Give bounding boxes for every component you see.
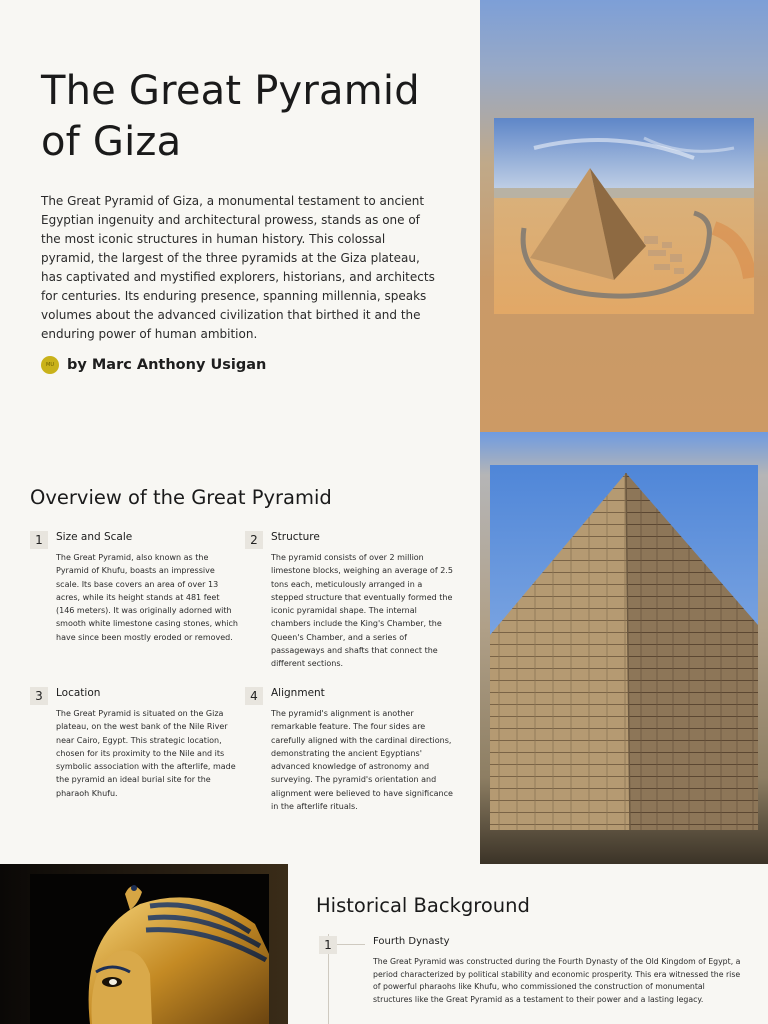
author-byline (41, 356, 441, 374)
history-image-panel (0, 864, 288, 1024)
hero-text-block (41, 66, 441, 374)
card-number: 2 (245, 531, 263, 549)
card-number: 3 (30, 687, 48, 705)
hero-section (0, 0, 768, 432)
card-text: The Great Pyramid is situated on the Giza plateau, on the west bank of the Nile River near Cairo, Egypt. This strategic location, chosen for its proximity to the Nile and its symbolic association with the afterlife, made the pyramid an ideal burial site for the pharaoh Khufu. (56, 709, 236, 798)
timeline-number: 1 (319, 936, 337, 954)
timeline-item-text: The Great Pyramid was constructed during the Fourth Dynasty of the Old Kingdom of Egypt, a period characterized by political stability and economic prosperity. This era witnessed the rise of powerful pharaohs like Khufu, who commissioned the construction of monumental structures like the Great Pyramid as a testament to their power and a lasting legacy. (373, 957, 741, 1004)
overview-image-panel (480, 432, 768, 864)
overview-heading: Overview of the Great Pyramid (30, 486, 332, 509)
timeline-connector (337, 944, 365, 945)
author-name: by Marc Anthony Usigan (67, 357, 267, 373)
history-section (288, 864, 768, 1024)
history-heading: Historical Background (316, 894, 530, 917)
card-title: Alignment (271, 687, 325, 699)
golden-mask-image (30, 874, 269, 1024)
timeline-item-title: Fourth Dynasty (373, 936, 450, 947)
card-title: Size and Scale (56, 531, 133, 543)
aerial-pyramid-image (494, 118, 754, 314)
page-title: The Great Pyramid of Giza (41, 68, 420, 165)
overview-section (0, 432, 480, 864)
card-number: 4 (245, 687, 263, 705)
card-text: The pyramid's alignment is another remarkable feature. The four sides are carefully aligned with the cardinal directions, demonstrating the ancient Egyptians' advanced knowledge of astronomy and surveying. The pyramid's orientation and alignment were believed to have significance in the afterlife rituals. (271, 709, 453, 812)
pyramid-closeup-image (490, 465, 758, 830)
card-text: The Great Pyramid, also known as the Pyramid of Khufu, boasts an impressive scale. Its base covers an area of over 13 acres, while its height stands at 481 feet (146 meters). It was originally adorned with smooth white limestone casing stones, which have since been mostly eroded or removed. (56, 553, 238, 642)
card-title: Structure (271, 531, 320, 543)
avatar: MU (41, 356, 59, 374)
hero-image-panel (480, 0, 768, 432)
intro-paragraph: The Great Pyramid of Giza, a monumental testament to ancient Egyptian ingenuity and architectural prowess, stands as one of the most iconic structures in human history. This colossal pyramid, the largest of the three pyramids at the Giza plateau, has captivated and mystified explorers, historians, and architects for centuries. Its enduring presence, spanning millennia, speaks volumes about the advanced civilization that birthed it and the enduring power of human ambition. (41, 194, 435, 341)
card-number: 1 (30, 531, 48, 549)
card-title: Location (56, 687, 101, 699)
card-text: The pyramid consists of over 2 million limestone blocks, weighing an average of 2.5 tons each, meticulously arranged in a stepped structure that eventually formed the iconic pyramidal shape. The internal chambers include the King's Chamber, the Queen's Chamber, and a series of passageways and shafts that connect the different sections. (271, 553, 453, 669)
